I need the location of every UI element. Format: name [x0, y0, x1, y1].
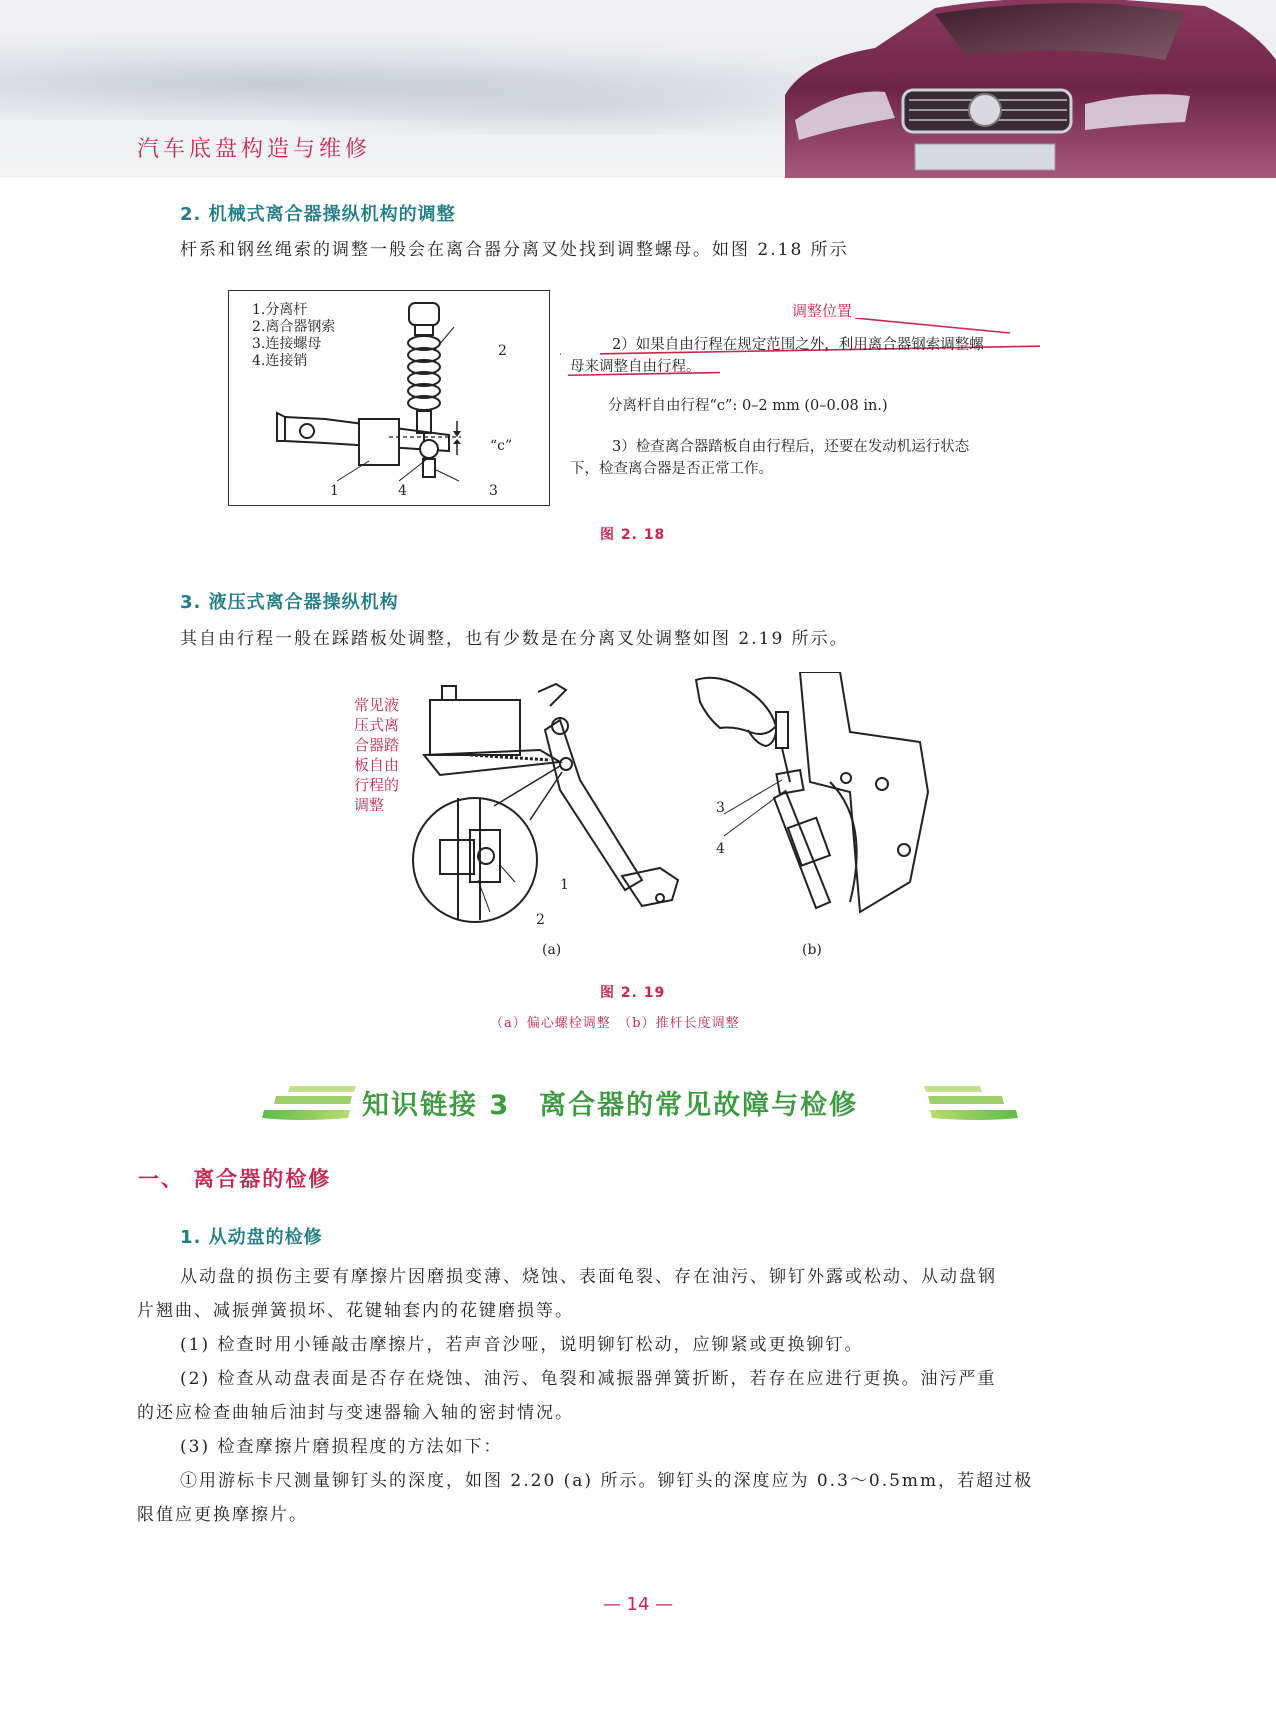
step-3-line-1: 3）检查离合器踏板自由行程后，还要在发动机运行状态: [612, 439, 970, 455]
part-one-heading: 一、 离合器的检修: [138, 1167, 332, 1191]
header-banner: [0, 0, 1276, 178]
knowledge-link-title: 知识链接 3 离合器的常见故障与检修: [362, 1090, 859, 1121]
list-item-2-cont: 的还应检查曲轴后油封与变速器输入轴的密封情况。: [137, 1403, 574, 1423]
list-item-2: (2) 检查从动盘表面是否存在烧蚀、油污、龟裂和减振器弹簧折断，若存在应进行更换。油污严重: [180, 1369, 997, 1389]
list-item-3: (3) 检查摩擦片磨损程度的方法如下：: [180, 1437, 503, 1457]
section-2-paragraph: 杆系和钢丝绳索的调整一般会在离合器分离叉处找到调整螺母。如图 2.18 所示: [180, 240, 849, 260]
list-item-1: (1) 检查时用小锤敲击摩擦片，若声音沙哑，说明铆钉松动，应铆紧或更换铆钉。: [180, 1335, 864, 1355]
callout-2: 2: [498, 343, 507, 359]
car-illustration: [785, 0, 1276, 178]
fig-a-callout-2: 2: [536, 912, 545, 928]
figure-2-19-subcaption: （a）偏心螺栓调整 （b）推杆长度调整: [490, 1016, 740, 1031]
callout-3: 3: [489, 483, 498, 499]
hydraulic-side-note: [354, 695, 399, 815]
sub-figure-b-label: (b): [802, 942, 822, 958]
side-note-line: 调整: [354, 796, 385, 814]
sub-figure-a-label: (a): [542, 942, 562, 958]
section-heading-2: 2. 机械式离合器操纵机构的调整: [180, 204, 456, 225]
section-3-paragraph: 其自由行程一般在踩踏板处调整，也有少数是在分离叉处调整如图 2.19 所示。: [180, 629, 849, 649]
side-note-line: 行程的: [354, 776, 400, 794]
book-title: 汽车底盘构造与维修: [137, 137, 372, 162]
fig-b-callout-4: 4: [716, 841, 725, 857]
adjust-position-annotation: 调整位置: [792, 302, 853, 320]
fig-b-callout-3: 3: [716, 800, 725, 816]
side-note-line: 压式离: [354, 716, 400, 734]
side-note-line: 常见液: [354, 696, 400, 714]
side-note-line: 板自由: [354, 756, 400, 774]
figure-2-18-caption: 图 2. 18: [600, 527, 666, 543]
fig-a-callout-1: 1: [560, 877, 569, 893]
paragraph-line: 从动盘的损伤主要有摩擦片因磨损变薄、烧蚀、表面龟裂、存在油污、铆钉外露或松动、从动盘钢: [180, 1267, 997, 1287]
list-item-3a-cont: 限值应更换摩擦片。: [137, 1505, 308, 1525]
legend-item: 3.连接螺母: [252, 336, 322, 352]
figure-2-19-caption: 图 2. 19: [600, 985, 666, 1001]
section-heading-3: 3. 液压式离合器操纵机构: [180, 592, 399, 613]
legend-item: 2.离合器钢索: [252, 319, 336, 335]
pedal-eccentric-bolt-diagram: [410, 680, 700, 940]
figure-2-18-legend: [252, 302, 335, 370]
list-item-3a: ①用游标卡尺测量铆钉头的深度，如图 2.20 (a) 所示。铆钉头的深度应为 0.3～0.5mm，若超过极: [180, 1471, 1034, 1491]
step-2-line-2: 母来调整自由行程。: [570, 359, 701, 375]
page-number: — 14 —: [602, 1594, 674, 1615]
paragraph-line: 片翘曲、减振弹簧损坏、花键轴套内的花键磨损等。: [137, 1301, 574, 1321]
legend-item: 4.连接销: [252, 353, 308, 369]
side-note-line: 合器踏: [354, 736, 400, 754]
step-2-line-1: 2）如果自由行程在规定范围之外，利用离合器钢索调整螺: [612, 337, 984, 353]
legend-item: 1.分离杆: [252, 302, 308, 318]
callout-c: “c”: [490, 438, 513, 454]
callout-1: 1: [330, 483, 339, 499]
free-travel-spec: 分离杆自由行程“c”: 0–2 mm (0–0.08 in.): [608, 398, 888, 414]
callout-4: 4: [398, 483, 407, 499]
step-3-line-2: 下，检查离合器是否正常工作。: [570, 461, 773, 477]
push-rod-length-diagram: [690, 672, 930, 932]
sub-heading-1: 1. 从动盘的检修: [180, 1227, 323, 1248]
